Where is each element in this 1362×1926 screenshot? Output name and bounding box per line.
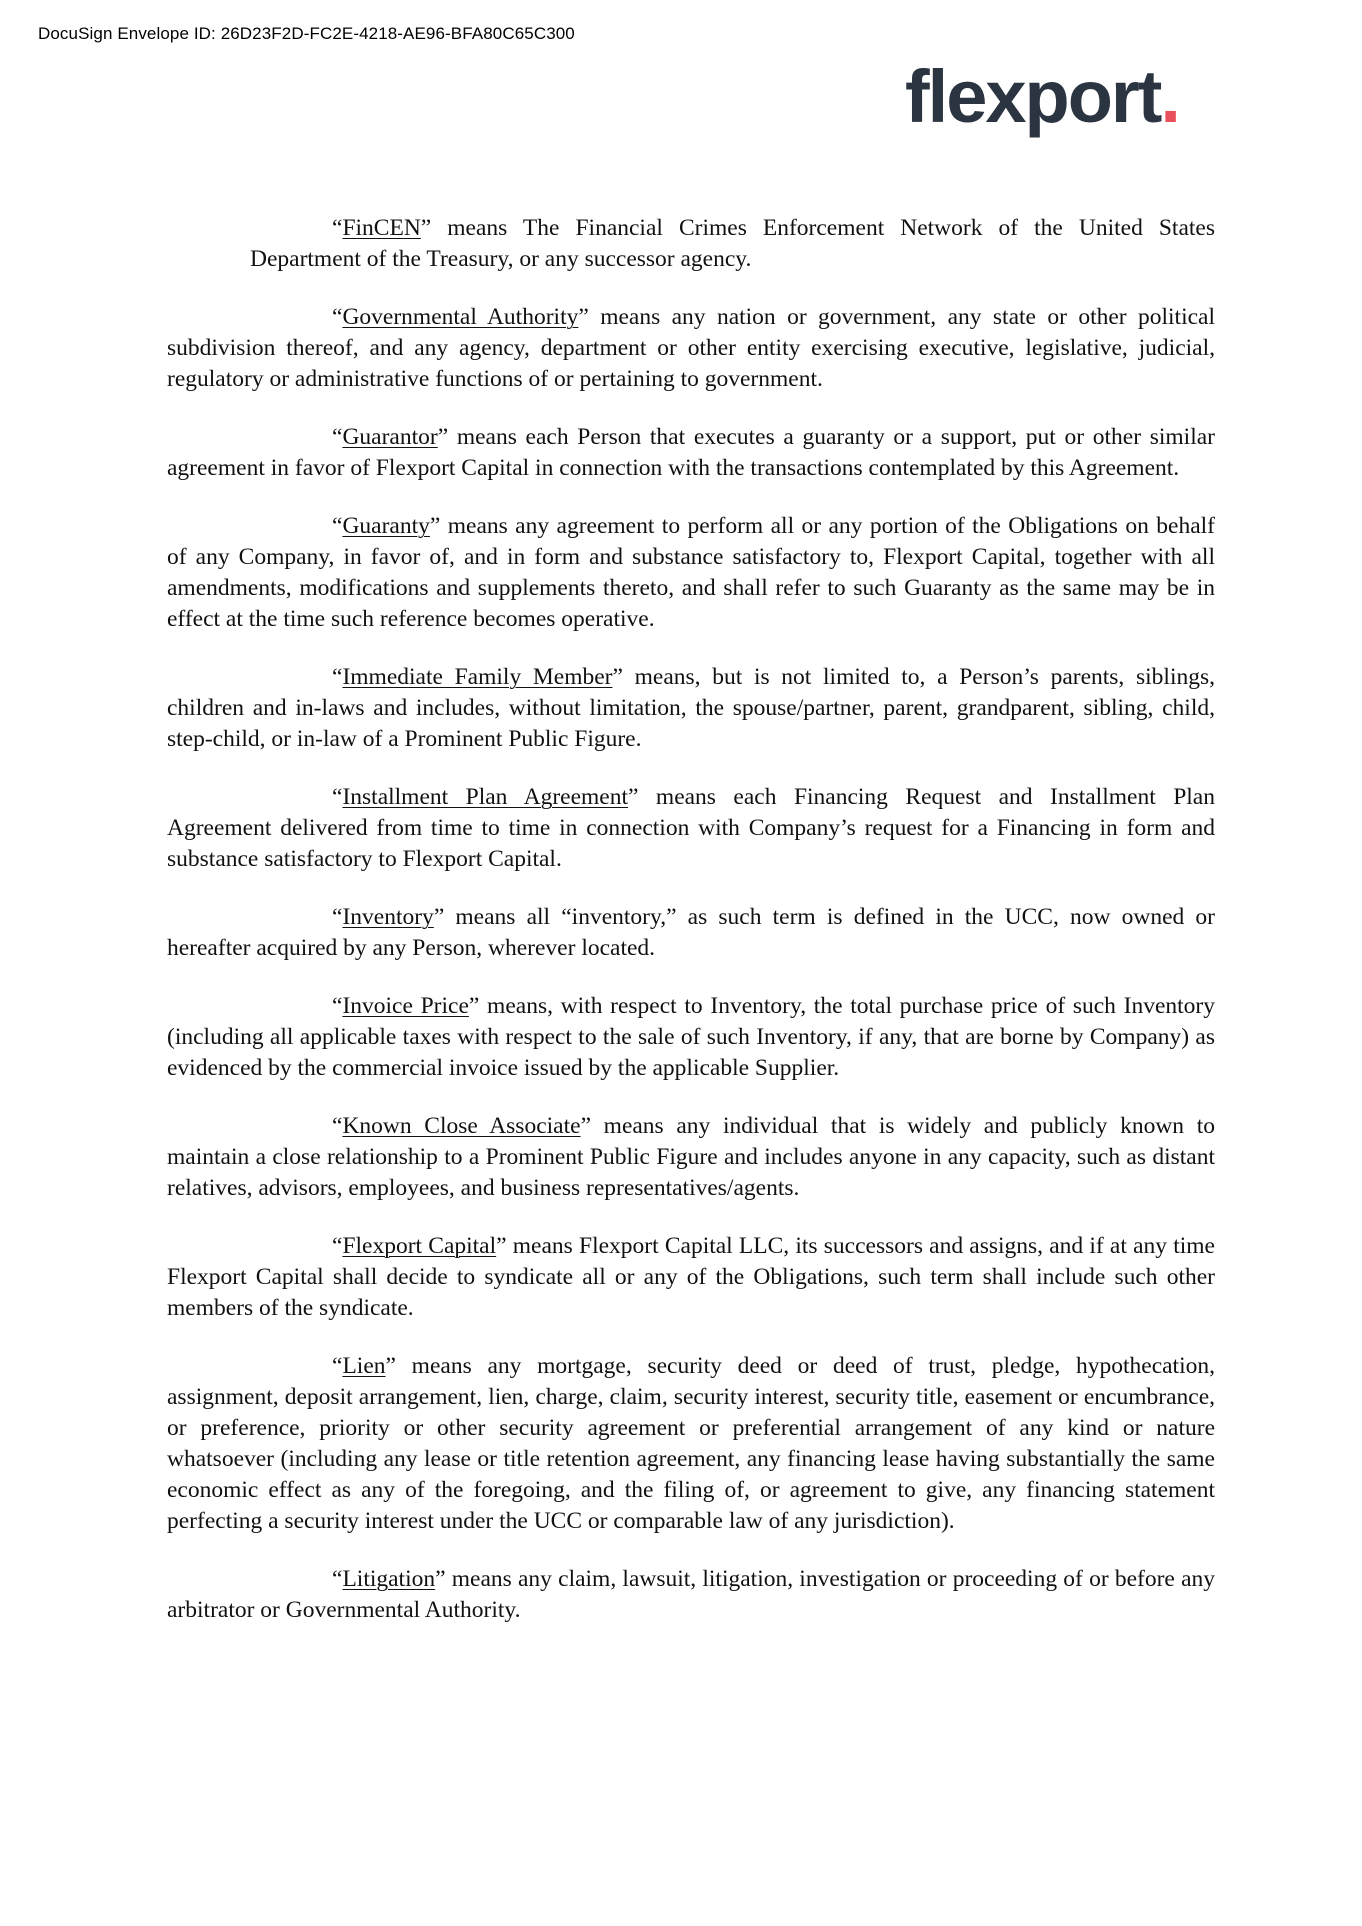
definition-guaranty: “Guaranty” means any agreement to perform all or any portion of the Obligations on behalf of any Company, in favor of, and in form and substance satisfactory to, Flexport Capital, together with all amendments, modifications and supplements thereto, and shall refer to such Guaranty as the same may be in effect at the time such reference becomes operative. [167, 513, 1215, 632]
definition-invoice-price: “Invoice Price” means, with respect to Inventory, the total purchase price of such Inventory (including all applicable taxes with respect to the sale of such Inventory, if any, that are borne by Company) as evidenced by the commercial invoice issued by the applicable Supplier. [167, 993, 1215, 1081]
definition-body: means each Financing Request and Installment Plan Agreement delivered from time to time in connection with Company’s request for a Financing in form and substance satisfactory to Flexport Capital. [167, 784, 1215, 872]
term-immediate-family-member: Immediate Family Member [342, 664, 613, 690]
definition-body: means any agreement to perform all or any portion of the Obligations on behalf of any Company, in favor of, and in form and substance satisfactory to, Flexport Capital, together with all amendments, modifications and supplements thereto, and shall refer to such Guaranty as the same may be in effect at the time such reference becomes operative. [167, 513, 1215, 632]
term-guarantor: Guarantor [342, 424, 438, 450]
definition-installment-plan-agreement: “Installment Plan Agreement” means each Financing Request and Installment Plan Agreement delivered from time to time in connection with Company’s request for a Financing in form and substance satisfactory to Flexport Capital. [167, 784, 1215, 872]
definition-body: means The Financial Crimes Enforcement Network of the United States Department of the Treasury, or any successor agency. [250, 215, 1215, 272]
term-known-close-associate: Known Close Associate [342, 1113, 581, 1139]
definition-body: means any mortgage, security deed or deed of trust, pledge, hypothecation, assignment, deposit arrangement, lien, charge, claim, security interest, security title, easement or encumbrance, or preference, priority or other security agreement or preferential arrangement of any kind or nature whatsoever (including any lease or title retention agreement, any financing lease having substantially the same economic effect as any of the foregoing, and the filing of, or agreement to give, any financing statement perfecting a security interest under the UCC or comparable law of any jurisdiction). [167, 1353, 1215, 1534]
definition-body: means any nation or government, any state or other political subdivision thereof, and any agency, department or other entity exercising executive, legislative, judicial, regulatory or administrative functions of or pertaining to government. [167, 304, 1216, 392]
definition-governmental-authority: “Governmental Authority” means any nation or government, any state or other political subdivision thereof, and any agency, department or other entity exercising executive, legislative, judicial, regulatory or administrative functions of or pertaining to government. [167, 304, 1216, 392]
docusign-envelope-id: DocuSign Envelope ID: 26D23F2D-FC2E-4218-AE96-BFA80C65C300 [38, 24, 575, 43]
term-guaranty: Guaranty [342, 513, 430, 539]
definition-body: means any claim, lawsuit, litigation, investigation or proceeding of or before any arbitrator or Governmental Authority. [167, 1566, 1215, 1623]
definition-fincen: “FinCEN” means The Financial Crimes Enforcement Network of the United States Department of the Treasury, or any successor agency. [250, 215, 1215, 272]
definition-flexport-capital: “Flexport Capital” means Flexport Capital LLC, its successors and assigns, and if at any time Flexport Capital shall decide to syndicate all or any of the Obligations, such term shall include such other members of the syndicate. [167, 1233, 1215, 1321]
definition-body: means each Person that executes a guaranty or a support, put or other similar agreement in favor of Flexport Capital in connection with the transactions contemplated by this Agreement. [167, 424, 1215, 481]
term-litigation: Litigation [342, 1566, 436, 1592]
definition-lien: “Lien” means any mortgage, security deed or deed of trust, pledge, hypothecation, assignment, deposit arrangement, lien, charge, claim, security interest, security title, easement or encumbrance, or preference, priority or other security agreement or preferential arrangement of any kind or nature whatsoever (including any lease or title retention agreement, any financing lease having substantially the same economic effect as any of the foregoing, and the filing of, or agreement to give, any financing statement perfecting a security interest under the UCC or comparable law of any jurisdiction). [167, 1353, 1215, 1534]
definition-immediate-family-member: “Immediate Family Member” means, but is not limited to, a Person’s parents, siblings, children and in-laws and includes, without limitation, the spouse/partner, parent, grandparent, sibling, child, step-child, or in-law of a Prominent Public Figure. [167, 664, 1215, 752]
definition-body: means all “inventory,” as such term is defined in the UCC, now owned or hereafter acquired by any Person, wherever located. [167, 904, 1215, 961]
definition-guarantor: “Guarantor” means each Person that executes a guaranty or a support, put or other similar agreement in favor of Flexport Capital in connection with the transactions contemplated by this Agreement. [167, 424, 1215, 481]
term-installment-plan-agreement: Installment Plan Agreement [342, 784, 628, 810]
definition-known-close-associate: “Known Close Associate” means any individual that is widely and publicly known to maintain a close relationship to a Prominent Public Figure and includes anyone in any capacity, such as distant relatives, advisors, employees, and business representatives/agents. [167, 1113, 1215, 1201]
logo-wordmark: flexport. [905, 64, 1179, 138]
term-fincen: FinCEN [342, 215, 421, 241]
flexport-logo [905, 64, 1215, 156]
definition-body: means Flexport Capital LLC, its successors and assigns, and if at any time Flexport Capital shall decide to syndicate all or any of the Obligations, such term shall include such other members of the syndicate. [167, 1233, 1215, 1321]
definitions-section [167, 213, 1215, 1653]
term-invoice-price: Invoice Price [342, 993, 469, 1019]
definition-body: means any individual that is widely and publicly known to maintain a close relationship to a Prominent Public Figure and includes anyone in any capacity, such as distant relatives, advisors, employees, and business representatives/agents. [167, 1113, 1215, 1201]
definition-body: means, but is not limited to, a Person’s parents, siblings, children and in-laws and includes, without limitation, the spouse/partner, parent, grandparent, sibling, child, step-child, or in-law of a Prominent Public Figure. [167, 664, 1215, 752]
definition-inventory: “Inventory” means all “inventory,” as such term is defined in the UCC, now owned or hereafter acquired by any Person, wherever located. [167, 904, 1215, 961]
term-lien: Lien [342, 1353, 386, 1379]
definition-litigation: “Litigation” means any claim, lawsuit, litigation, investigation or proceeding of or before any arbitrator or Governmental Authority. [167, 1566, 1215, 1623]
term-flexport-capital: Flexport Capital [342, 1233, 497, 1259]
term-inventory: Inventory [342, 904, 434, 930]
definition-body: means, with respect to Inventory, the total purchase price of such Inventory (including all applicable taxes with respect to the sale of such Inventory, if any, that are borne by Company) as evidenced by the commercial invoice issued by the applicable Supplier. [167, 993, 1215, 1081]
term-governmental-authority: Governmental Authority [342, 304, 579, 330]
